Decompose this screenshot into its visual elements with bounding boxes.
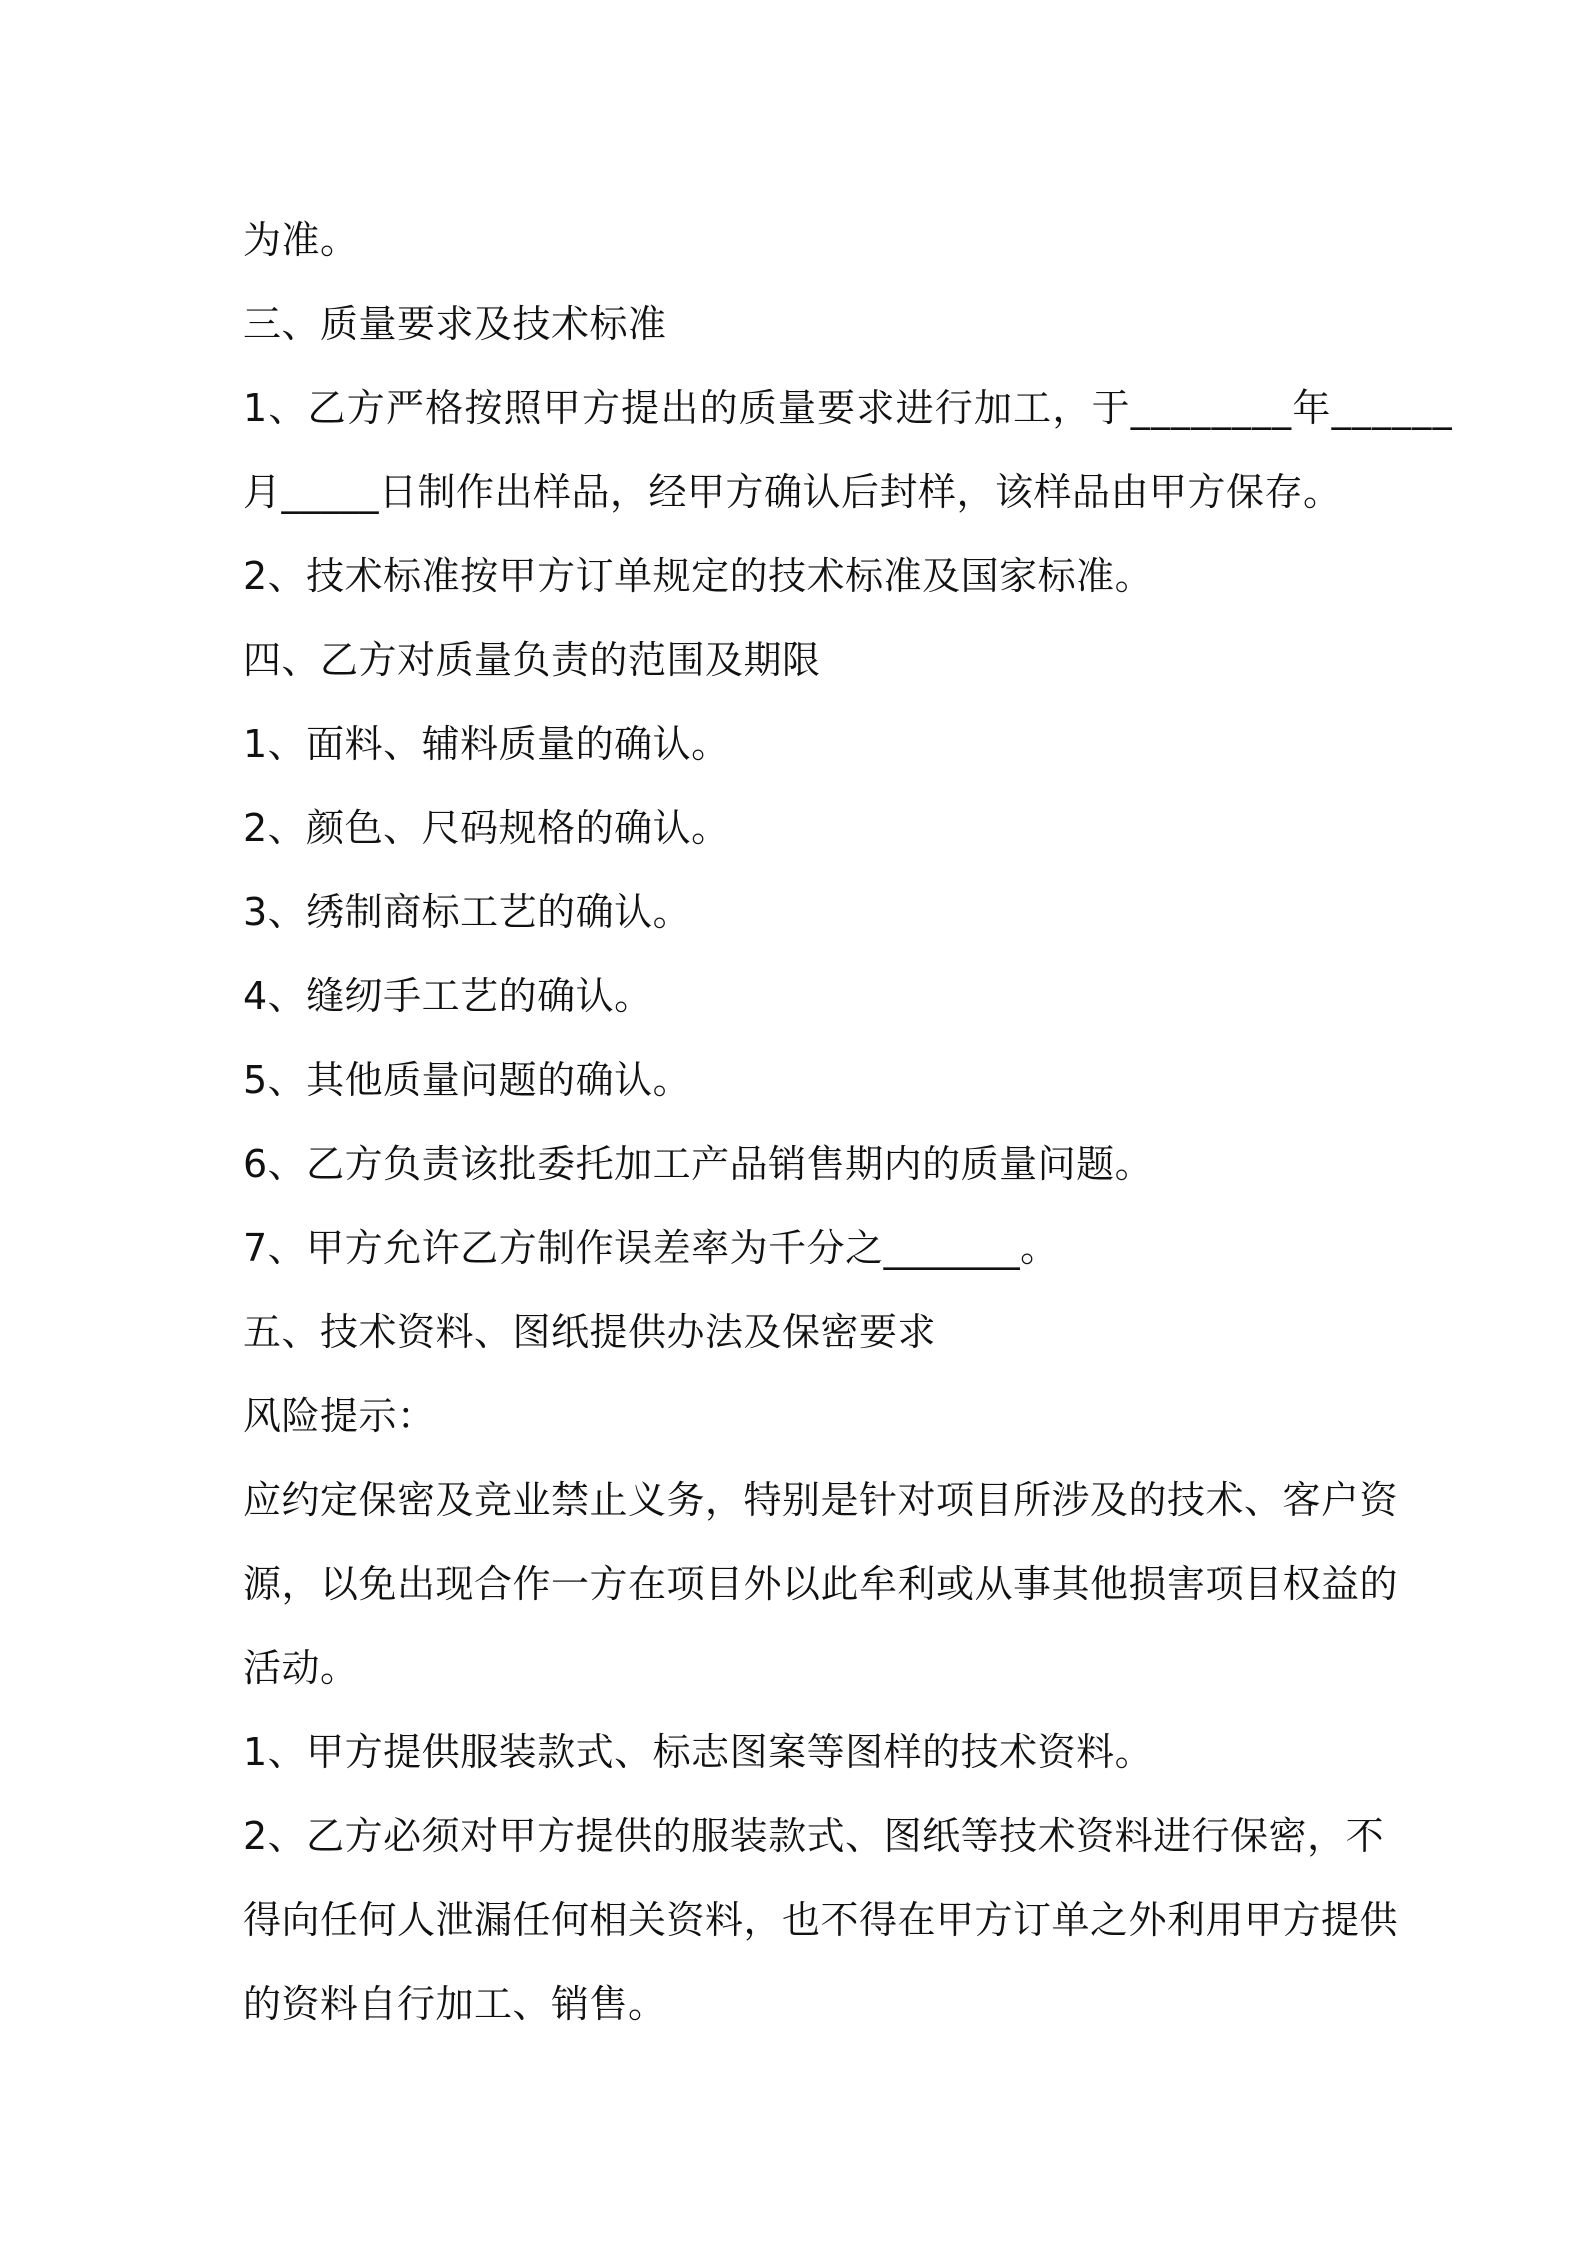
- list-item: 1、甲方提供服装款式、标志图案等图样的技术资料。: [243, 1730, 1154, 1774]
- list-item: 7、甲方允许乙方制作误差率为千分之_______。: [243, 1226, 1059, 1270]
- list-item: 3、绣制商标工艺的确认。: [243, 890, 692, 934]
- risk-tip-text: 源，以免出现合作一方在项目外以此牟利或从事其他损害项目权益的: [243, 1562, 1399, 1606]
- section-heading: 三、质量要求及技术标准: [243, 302, 667, 346]
- paragraph-line: 为准。: [243, 218, 359, 262]
- list-item: 2、乙方必须对甲方提供的服装款式、图纸等技术资料进行保密，不: [243, 1814, 1385, 1858]
- list-item: 6、乙方负责该批委托加工产品销售期内的质量问题。: [243, 1142, 1154, 1186]
- paragraph-line: 2、技术标准按甲方订单规定的技术标准及国家标准。: [243, 554, 1154, 598]
- list-item: 2、颜色、尺码规格的确认。: [243, 806, 730, 850]
- paragraph-line: 月_____日制作出样品，经甲方确认后封样，该样品由甲方保存。: [243, 470, 1342, 514]
- risk-tip-text: 活动。: [243, 1646, 359, 1690]
- document-body: [243, 198, 1453, 2046]
- risk-tip-heading: 风险提示：: [243, 1394, 436, 1438]
- risk-tip-text: 应约定保密及竞业禁止义务，特别是针对项目所涉及的技术、客户资: [243, 1478, 1399, 1522]
- list-item: 5、其他质量问题的确认。: [243, 1058, 692, 1102]
- list-item: 得向任何人泄漏任何相关资料，也不得在甲方订单之外利用甲方提供: [243, 1898, 1399, 1942]
- list-item: 4、缝纫手工艺的确认。: [243, 974, 653, 1018]
- list-item: 1、面料、辅料质量的确认。: [243, 722, 730, 766]
- section-heading: 四、乙方对质量负责的范围及期限: [243, 638, 821, 682]
- section-heading: 五、技术资料、图纸提供办法及保密要求: [243, 1310, 937, 1354]
- paragraph-line: 1、乙方严格按照甲方提出的质量要求进行加工，于________年______: [243, 386, 1453, 430]
- list-item: 的资料自行加工、销售。: [243, 1982, 667, 2026]
